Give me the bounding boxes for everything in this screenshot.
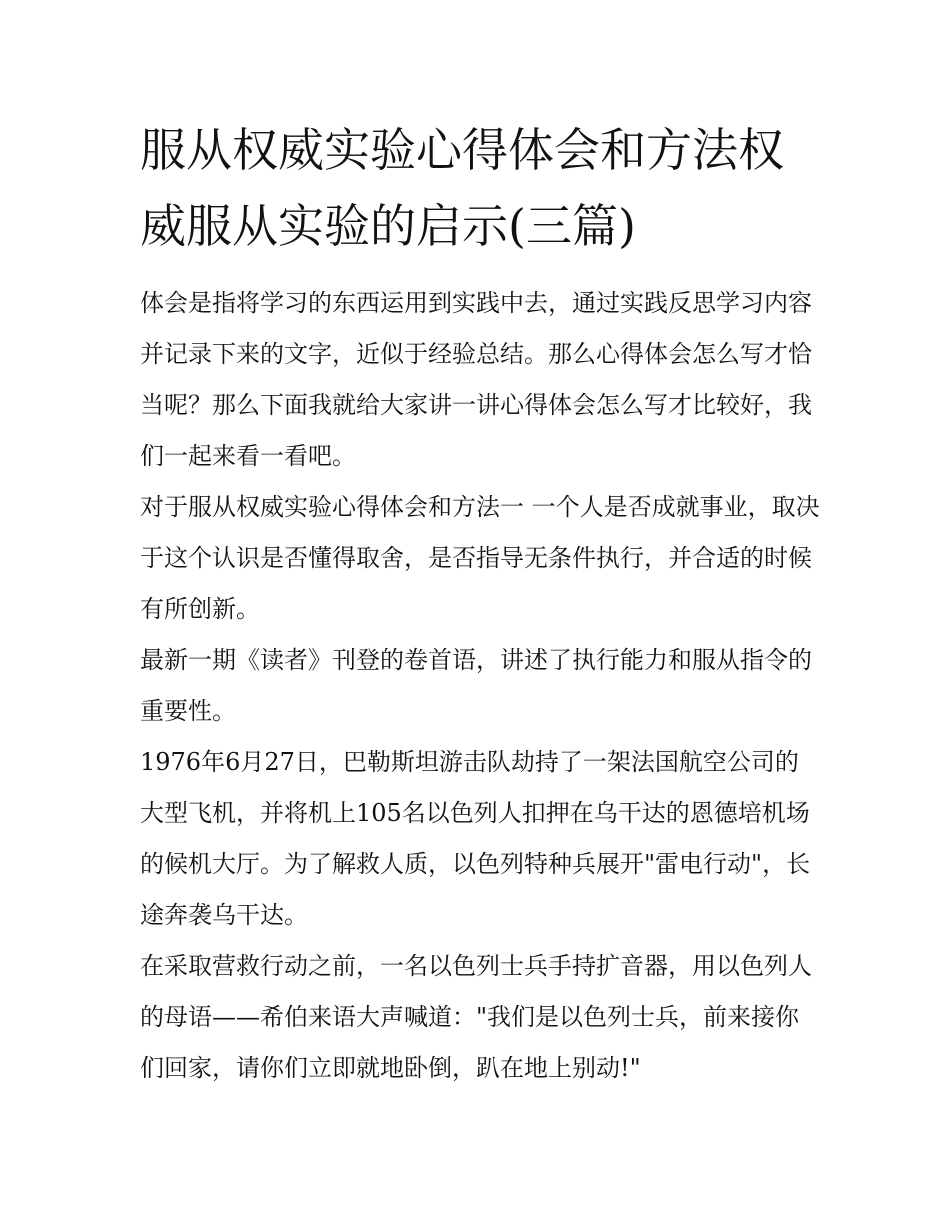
paragraph-intro: 体会是指将学习的东西运用到实践中去，通过实践反思学习内容并记录下来的文字，近似于经验总结。那么心得体会怎么写才恰当呢？那么下面我就给大家讲一讲心得体会怎么写才比较好，我们一起来看一看吧。	[140, 289, 812, 470]
document-title: 服从权威实验心得体会和方法权威服从实验的启示(三篇)	[140, 123, 784, 253]
paragraph-rescue-call: 在采取营救行动之前，一名以色列士兵手持扩音器，用以色列人的母语——希伯来语大声喊道："我们是以色列士兵，前来接你们回家，请你们立即就地卧倒，趴在地上别动!"	[140, 952, 812, 1082]
paragraph-readers-preface: 最新一期《读者》刊登的卷首语，讲述了执行能力和服从指令的重要性。	[140, 646, 812, 725]
document-body	[140, 112, 820, 1094]
paragraph-method-one: 对于服从权威实验心得体会和方法一 一个人是否成就事业，取决于这个认识是否懂得取舍，是否指导无条件执行，并合适的时候有所创新。	[140, 493, 820, 623]
paragraph-history-1976: 1976年6月27日，巴勒斯坦游击队劫持了一架法国航空公司的大型飞机，并将机上105名以色列人扣押在乌干达的恩德培机场的候机大厅。为了解救人质，以色列特种兵展开"雷电行动"，长途奔袭乌干达。	[140, 748, 811, 929]
